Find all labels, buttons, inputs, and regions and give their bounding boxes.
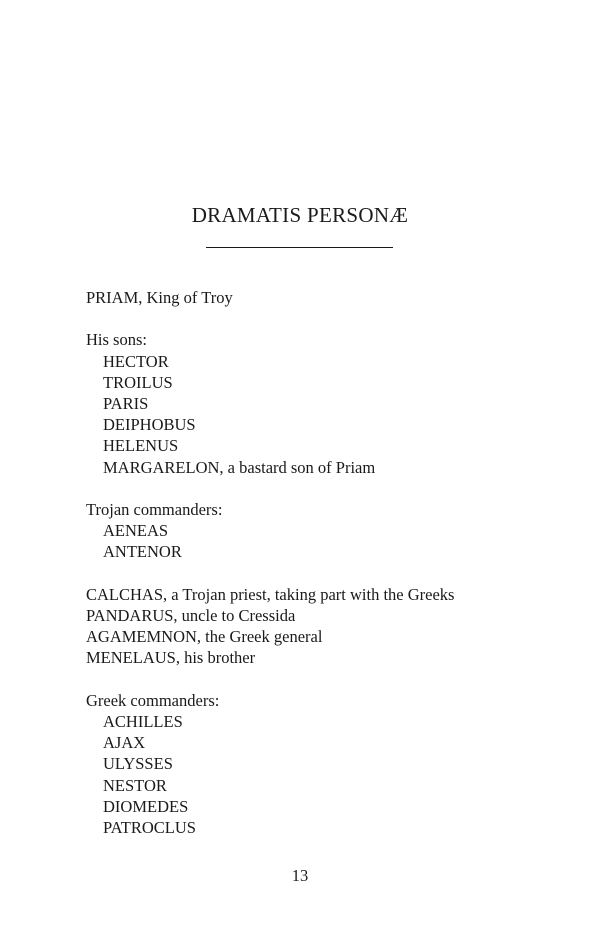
spacer <box>86 308 566 329</box>
section-heading-trojan-commanders: Trojan commanders: <box>86 500 223 519</box>
section-heading-greek-commanders: Greek commanders: <box>86 690 220 710</box>
cast-entry-agamemnon: AGAMEMNON, the Greek general <box>86 627 323 647</box>
cast-entry-margarelon: MARGARELON, a bastard son of Priam <box>103 457 376 477</box>
cast-entry-patroclus: PATROCLUS <box>103 818 196 838</box>
spacer <box>86 478 566 499</box>
cast-entry-menelaus: MENELAUS, his brother <box>86 648 256 668</box>
cast-entry-calchas: CALCHAS, a Trojan priest, taking part with the Greeks <box>86 584 455 604</box>
section-heading-sons: His sons: <box>86 330 147 350</box>
cast-entry-aeneas: AENEAS <box>103 521 169 541</box>
cast-entry-antenor: ANTENOR <box>103 542 182 562</box>
cast-entry-ulysses: ULYSSES <box>103 754 173 774</box>
page-title: DRAMATIS PERSONÆ <box>191 203 409 227</box>
cast-entry-paris: PARIS <box>103 394 149 413</box>
cast-entry-ajax: AJAX <box>103 733 146 753</box>
cast-entry-diomedes: DIOMEDES <box>103 796 189 816</box>
page-number: 13 <box>291 866 309 885</box>
spacer <box>86 669 566 690</box>
cast-entry-deiphobus: DEIPHOBUS <box>103 415 196 435</box>
cast-entry-troilus: TROILUS <box>103 372 173 392</box>
cast-entry-achilles: ACHILLES <box>103 712 183 731</box>
cast-entry-nestor: NESTOR <box>103 775 167 795</box>
cast-entry-helenus: HELENUS <box>103 436 179 456</box>
title-rule <box>206 247 393 248</box>
spacer <box>86 563 566 584</box>
cast-entry-pandarus: PANDARUS, uncle to Cressida <box>86 606 296 625</box>
cast-entry-hector: HECTOR <box>103 351 169 371</box>
cast-list <box>86 287 566 838</box>
cast-entry-priam: PRIAM, King of Troy <box>86 288 233 307</box>
